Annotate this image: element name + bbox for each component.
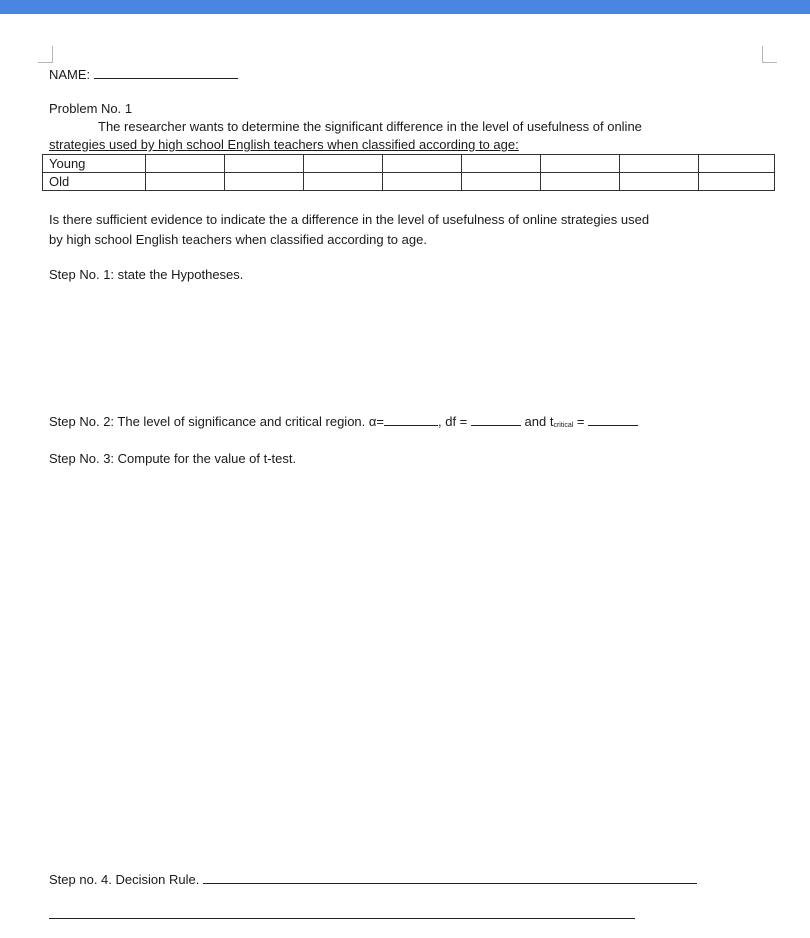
table-cell[interactable] xyxy=(699,173,775,191)
table-cell[interactable] xyxy=(541,173,620,191)
df-label: , df = xyxy=(438,414,468,429)
problem-paragraph-line2 xyxy=(49,137,519,153)
table-cell[interactable] xyxy=(225,155,304,173)
table-cell[interactable] xyxy=(383,155,462,173)
table-cell[interactable] xyxy=(146,173,225,191)
problem-paragraph-line1: The researcher wants to determine the significant difference in the level of usefulness of online xyxy=(98,119,642,134)
answer-line[interactable] xyxy=(49,918,635,919)
row-label-young: Young xyxy=(43,155,146,173)
data-table xyxy=(42,154,775,191)
page-corner-marker-right xyxy=(762,46,777,63)
table-row-young xyxy=(43,155,775,173)
page-corner-marker-left xyxy=(38,46,53,63)
df-blank[interactable] xyxy=(471,413,521,426)
name-label: NAME: xyxy=(49,67,91,82)
table-cell[interactable] xyxy=(383,173,462,191)
and-t-label: and t xyxy=(524,414,554,429)
question-line2: by high school English teachers when classified according to age. xyxy=(49,232,427,247)
problem-paragraph-line2-text: strategies used by high school English teachers when classified according to age: xyxy=(49,137,519,152)
equals-sign: = xyxy=(576,414,585,429)
table-cell[interactable] xyxy=(620,173,699,191)
table-cell[interactable] xyxy=(699,155,775,173)
table-cell[interactable] xyxy=(462,173,541,191)
critical-subscript: critical xyxy=(553,422,574,429)
table-cell[interactable] xyxy=(304,173,383,191)
t-critical-blank[interactable] xyxy=(588,413,638,426)
name-blank[interactable] xyxy=(94,66,238,79)
row-label-old: Old xyxy=(43,173,146,191)
step3-compute: Step No. 3: Compute for the value of t-test. xyxy=(49,451,297,466)
name-field xyxy=(49,66,238,83)
table-cell[interactable] xyxy=(146,155,225,173)
table-cell[interactable] xyxy=(620,155,699,173)
step4-decision-rule xyxy=(49,871,697,888)
table-cell[interactable] xyxy=(541,155,620,173)
step2-text: Step No. 2: The level of significance and critical region. α= xyxy=(49,414,384,429)
table-row-old xyxy=(43,173,775,191)
alpha-blank[interactable] xyxy=(384,413,438,426)
top-accent-bar xyxy=(0,0,810,14)
table-cell[interactable] xyxy=(225,173,304,191)
problem-title: Problem No. 1 xyxy=(49,101,133,116)
table-cell[interactable] xyxy=(462,155,541,173)
step2-significance xyxy=(49,413,638,434)
step1-hypotheses: Step No. 1: state the Hypotheses. xyxy=(49,267,244,282)
question-line1: Is there sufficient evidence to indicate the a difference in the level of usefulness of online strategies used xyxy=(49,212,650,227)
decision-rule-blank[interactable] xyxy=(203,871,697,884)
step4-text: Step no. 4. Decision Rule. xyxy=(49,872,200,887)
table-cell[interactable] xyxy=(304,155,383,173)
